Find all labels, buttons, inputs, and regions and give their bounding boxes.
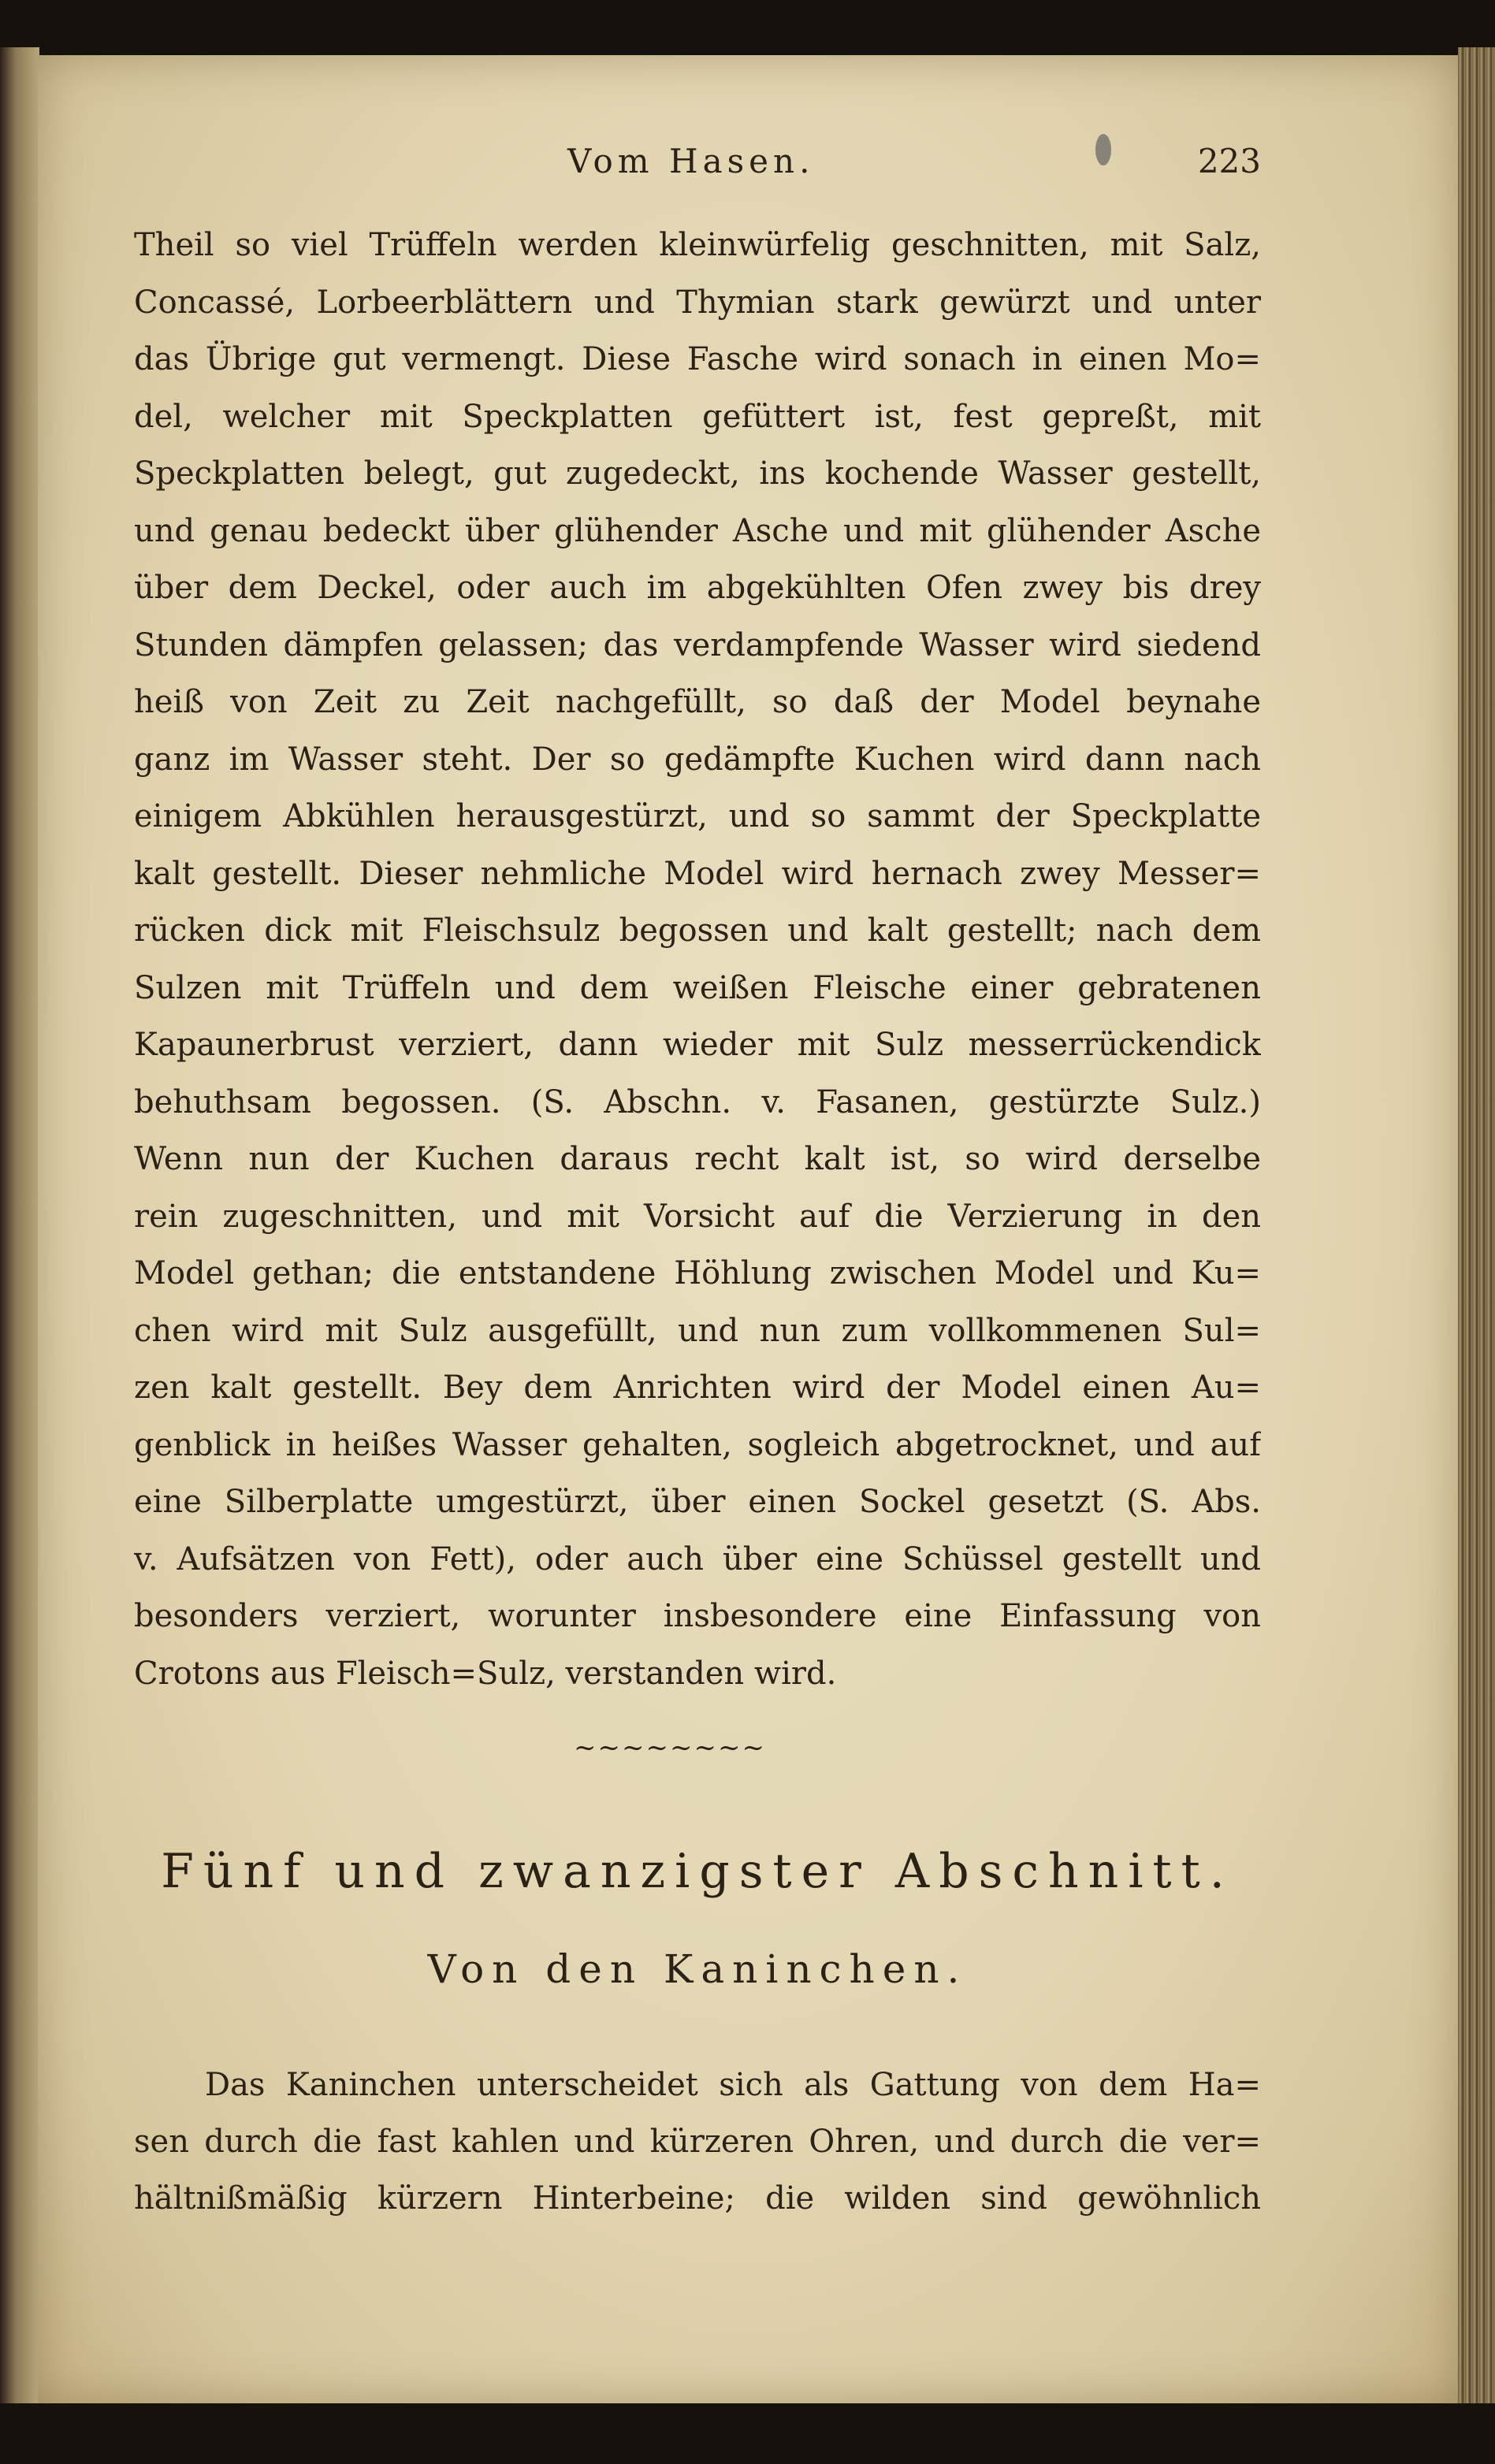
text-line: heiß von Zeit zu Zeit nachgefüllt, so daß der Model beynahe	[134, 684, 1261, 720]
text-line: sen durch die fast kahlen und kürzeren Ohren, und durch die ver=	[134, 2124, 1261, 2160]
section-divider-ornament: ~~~~~~~~	[574, 1732, 766, 1763]
text-line: Speckplatten belegt, gut zugedeckt, ins kochende Wasser gestellt,	[134, 455, 1261, 492]
text-line: Concassé, Lorbeerblättern und Thymian stark gewürzt und unter	[134, 284, 1261, 321]
body-paragraph	[134, 217, 1261, 1702]
text-line: Crotons aus Fleisch=Sulz, verstanden wird.	[134, 1655, 837, 1692]
text-line: zen kalt gestellt. Bey dem Anrichten wird der Model einen Au=	[134, 1370, 1261, 1406]
running-head: Vom Hasen.	[567, 142, 815, 180]
text-line: Kapaunerbrust verziert, dann wieder mit Sulz messerrückendick	[134, 1027, 1261, 1063]
text-line: Wenn nun der Kuchen daraus recht kalt ist, so wird derselbe	[134, 1141, 1261, 1177]
section-title: Von den Kaninchen.	[427, 1946, 968, 1992]
chapter-title: Fünf und zwanzigster Abschnitt.	[161, 1844, 1234, 1899]
text-line: genblick in heißes Wasser gehalten, sogleich abgetrocknet, und auf	[134, 1426, 1261, 1463]
text-line: Das Kaninchen unterscheidet sich als Gattung von dem Ha=	[205, 2067, 1261, 2103]
text-line: ganz im Wasser steht. Der so gedämpfte Kuchen wird dann nach	[134, 741, 1261, 778]
text-line: und genau bedeckt über glühender Asche und mit glühender Asche	[134, 512, 1261, 549]
text-line: v. Aufsätzen von Fett), oder auch über eine Schüssel gestellt und	[134, 1540, 1261, 1578]
text-line: rücken dick mit Fleischsulz begossen und kalt gestellt; nach dem	[134, 912, 1261, 949]
text-line: Model gethan; die entstandene Höhlung zwischen Model und Ku=	[134, 1255, 1261, 1291]
text-line: behuthsam begossen. (S. Abschn. v. Fasanen, gestürzte Sulz.)	[134, 1083, 1261, 1121]
text-line: Stunden dämpfen gelassen; das verdampfende Wasser wird siedend	[134, 626, 1261, 663]
page-stack-edge	[1458, 47, 1495, 2403]
binding-gutter	[0, 47, 39, 2403]
scan-bottom-border	[0, 2403, 1495, 2464]
text-line: über dem Deckel, oder auch im abgekühlten Ofen zwey bis drey	[134, 570, 1261, 606]
text-line: Sulzen mit Trüffeln und dem weißen Fleische einer gebratenen	[134, 969, 1261, 1006]
section-paragraph	[134, 2057, 1261, 2227]
text-line: hältnißmäßig kürzern Hinterbeine; die wilden sind gewöhnlich	[134, 2180, 1261, 2217]
text-line: rein zugeschnitten, und mit Vorsicht auf die Verzierung in den	[134, 1198, 1261, 1235]
page-number: 223	[1197, 142, 1261, 180]
scan-top-border	[0, 0, 1495, 61]
text-line: chen wird mit Sulz ausgefüllt, und nun zum vollkommenen Sul=	[134, 1312, 1261, 1349]
text-line: del, welcher mit Speckplatten gefüttert ist, fest gepreßt, mit	[134, 398, 1261, 435]
text-line: Theil so viel Trüffeln werden kleinwürfelig geschnitten, mit Salz,	[134, 227, 1261, 263]
text-line: kalt gestellt. Dieser nehmliche Model wird hernach zwey Messer=	[134, 855, 1261, 892]
text-line: eine Silberplatte umgestürzt, über einen Sockel gesetzt (S. Abs.	[134, 1484, 1261, 1520]
page-header	[79, 142, 1261, 189]
text-line: das Übrige gut vermengt. Diese Fasche wird sonach in einen Mo=	[134, 341, 1261, 377]
text-line: einigem Abkühlen herausgestürzt, und so sammt der Speckplatte	[134, 798, 1261, 834]
text-line: besonders verziert, worunter insbesondere eine Einfassung von	[134, 1598, 1261, 1634]
